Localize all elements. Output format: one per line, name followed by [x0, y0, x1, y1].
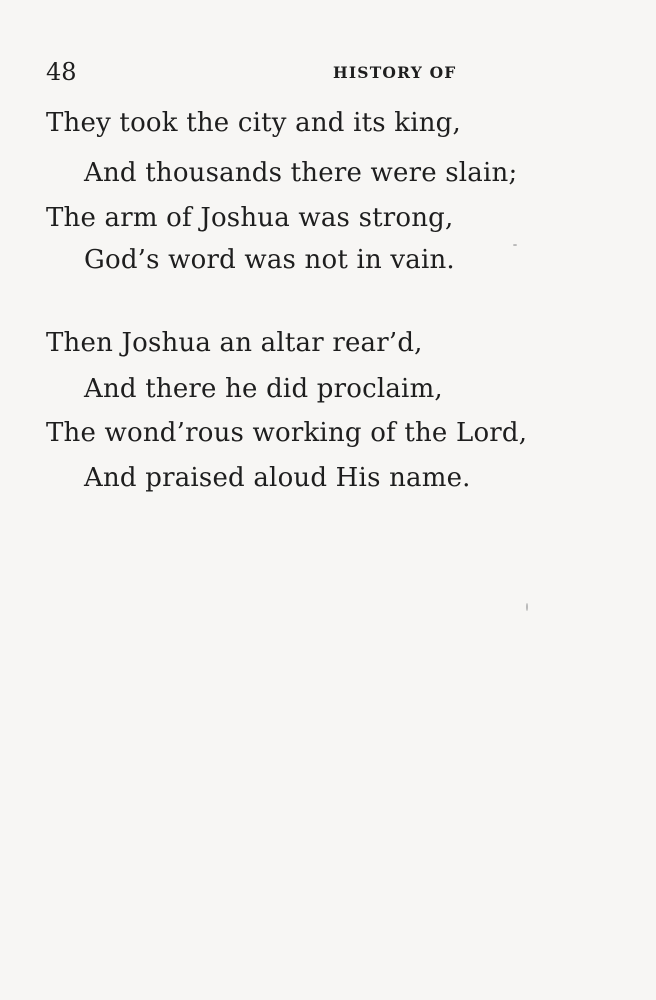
print-speck	[513, 244, 517, 246]
verse-line: And there he did proclaim,	[84, 374, 443, 404]
running-head: HISTORY OF	[333, 63, 457, 82]
verse-line: They took the city and its king,	[46, 108, 461, 138]
verse-line: Then Joshua an altar rear’d,	[46, 328, 423, 358]
verse-line: The wond’rous working of the Lord,	[46, 418, 528, 448]
verse-line: The arm of Joshua was strong,	[46, 203, 454, 233]
verse-line: And praised aloud His name.	[84, 463, 471, 493]
page-number: 48	[46, 58, 77, 86]
page-header	[46, 58, 616, 86]
verse-line: And thousands there were slain;	[84, 158, 518, 188]
verse-line: God’s word was not in vain.	[84, 245, 455, 275]
print-speck	[526, 603, 528, 611]
